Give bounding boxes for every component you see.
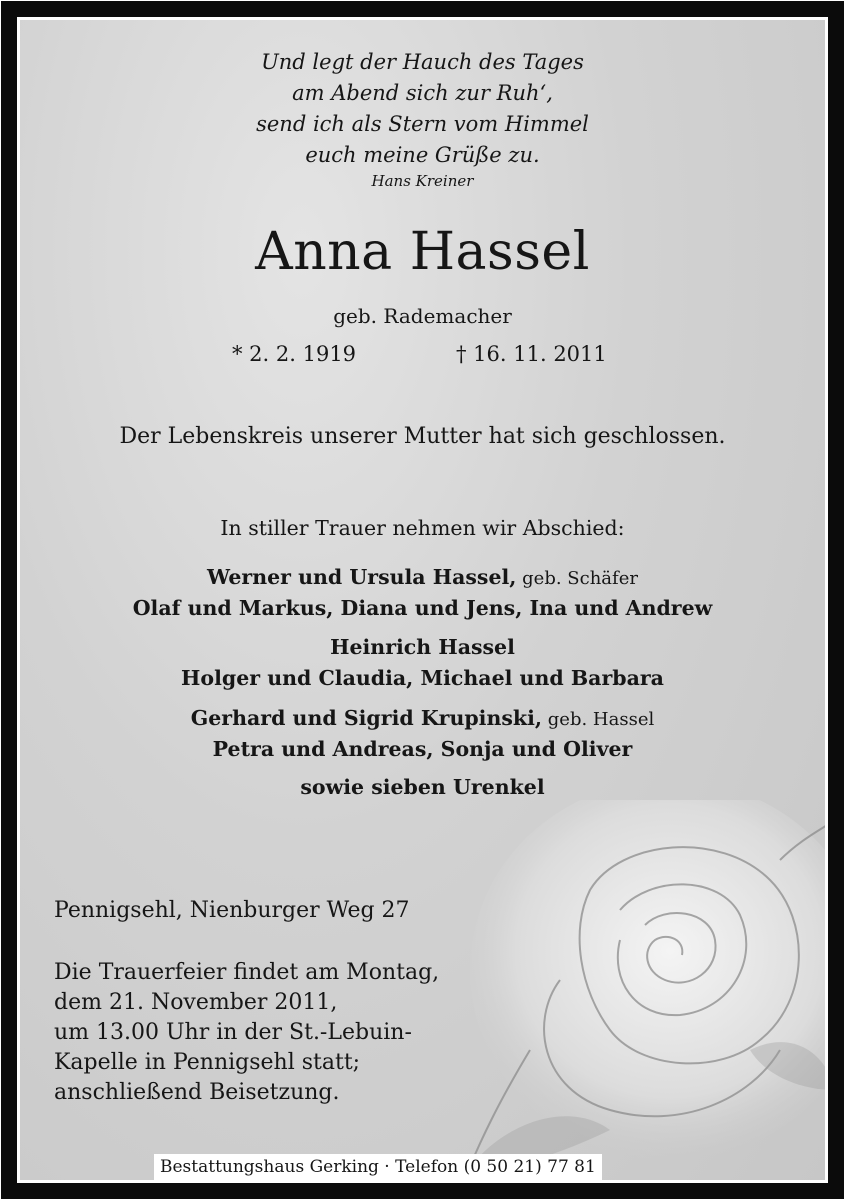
address: Pennigsehl, Nienburger Weg 27 [54, 898, 410, 923]
family-line [20, 562, 825, 594]
family-line [20, 734, 825, 765]
family-names: Werner und Ursula Hassel, [207, 565, 517, 589]
rose-illustration [420, 800, 825, 1180]
poem-line: euch meine Grüße zu. [305, 143, 540, 167]
death-date: † 16. 11. 2011 [456, 342, 607, 366]
funeral-line: Kapelle in Pennigsehl statt; [54, 1050, 361, 1075]
funeral-home-footer: Bestattungshaus Gerking · Telefon (0 50 21) 77 81 [154, 1154, 602, 1180]
family-line [20, 663, 825, 694]
birth-date: * 2. 2. 1919 [232, 342, 357, 366]
family-names: Holger und Claudia, Michael und Barbara [181, 666, 664, 690]
life-circle-message: Der Lebenskreis unserer Mutter hat sich geschlossen. [119, 424, 726, 449]
deceased-name: Anna Hassel [255, 222, 590, 282]
family-line [20, 772, 825, 803]
poem-line: Und legt der Hauch des Tages [261, 50, 584, 74]
obituary-panel [20, 20, 825, 1180]
family-line [20, 632, 825, 663]
family-names: Gerhard und Sigrid Krupinski, [190, 706, 543, 730]
outer-black-frame [1, 1, 844, 1199]
funeral-line: um 13.00 Uhr in der St.-Lebuin- [54, 1020, 412, 1045]
family-names: Petra und Andreas, Sonja und Oliver [212, 737, 633, 761]
family-names: sowie sieben Urenkel [300, 775, 545, 799]
funeral-line: Die Trauerfeier findet am Montag, [54, 960, 440, 985]
maiden-name: geb. Rademacher [333, 304, 512, 328]
poem [20, 47, 825, 171]
family-note: geb. Schäfer [516, 568, 638, 589]
family-names: Olaf und Markus, Diana und Jens, Ina und Andrew [132, 596, 713, 620]
family-note: geb. Hassel [542, 709, 655, 730]
poem-line: am Abend sich zur Ruh‘, [292, 81, 553, 105]
funeral-line: anschließend Beisetzung. [54, 1080, 340, 1105]
poem-author: Hans Kreiner [371, 172, 474, 190]
inner-frame [15, 15, 830, 1185]
family-line [20, 593, 825, 624]
family-names: Heinrich Hassel [330, 635, 515, 659]
funeral-details [54, 958, 439, 1108]
funeral-line: dem 21. November 2011, [54, 990, 338, 1015]
poem-line: send ich als Stern vom Himmel [256, 112, 589, 136]
mourning-intro: In stiller Trauer nehmen wir Abschied: [220, 516, 625, 540]
family-line [20, 703, 825, 735]
